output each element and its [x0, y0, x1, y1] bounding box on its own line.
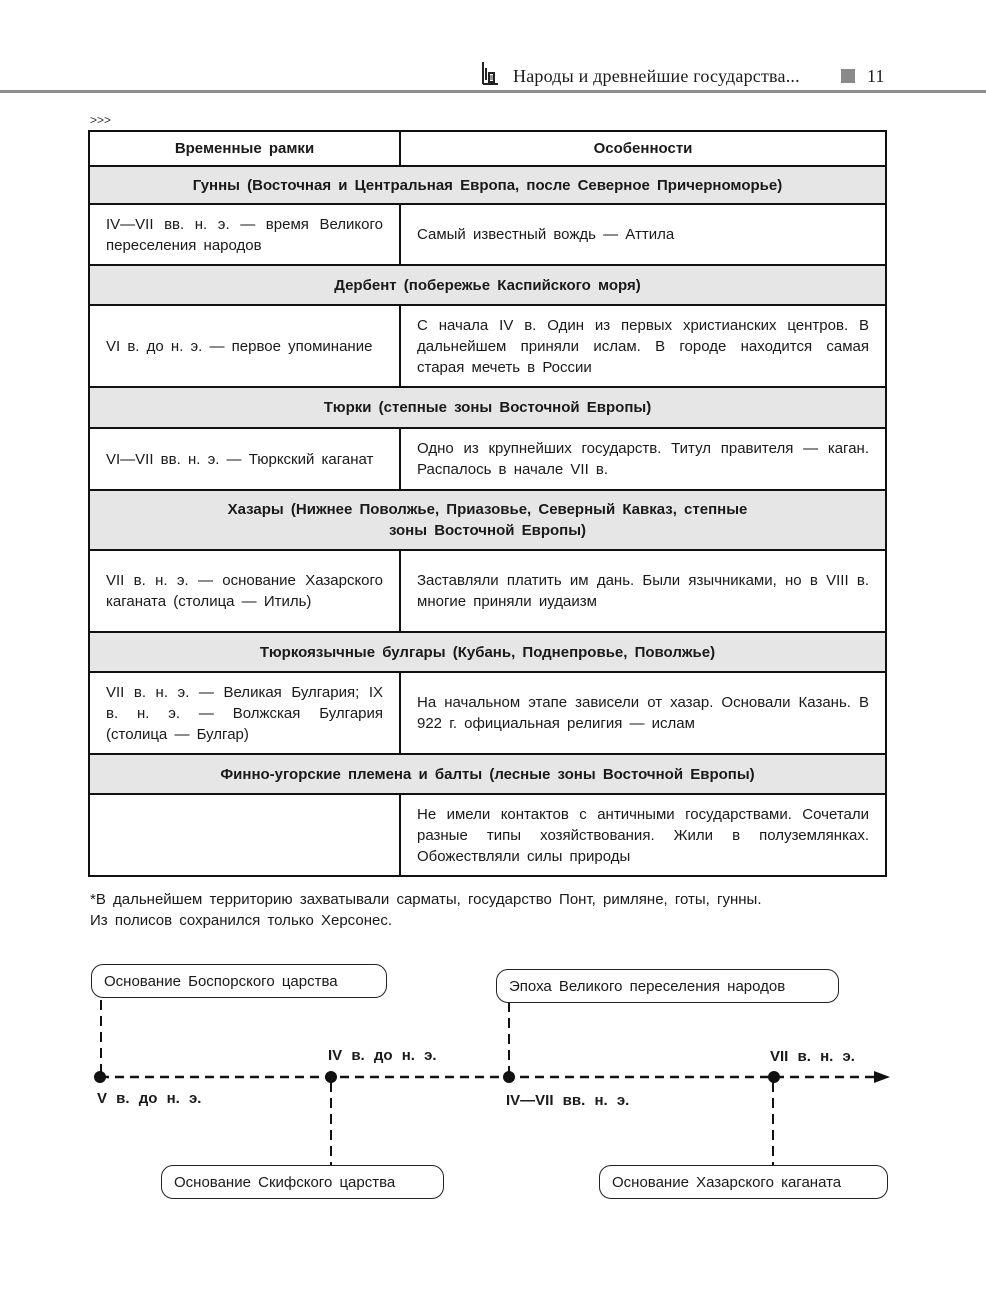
timeline-point: [768, 1071, 780, 1083]
timeline: [0, 950, 986, 1210]
timeline-point: [503, 1071, 515, 1083]
period-cell: [89, 794, 400, 876]
features-cell: Одно из крупнейших государств. Титул правителя — каган. Распалось в начале VII в.: [400, 428, 886, 490]
features-cell: Самый известный вождь — Аттила: [400, 204, 886, 265]
footnote: *В дальнейшем территорию захватывали сарматы, государство Понт, римляне, готы, гунны. Из полисов сохранился только Херсонес.: [90, 891, 762, 929]
group-row: [89, 166, 886, 204]
date-label: IV в. до н. э.: [328, 1047, 437, 1064]
group-row: [89, 754, 886, 794]
group-title: Финно-угорские племена и балты (лесные зоны Восточной Европы): [89, 754, 886, 794]
column-header-features: Особенности: [400, 131, 886, 166]
group-row: [89, 490, 886, 550]
header-square-marker: [841, 69, 855, 83]
continued-mark: >>>: [90, 113, 112, 127]
event-box-khazar: Основание Хазарского каганата: [599, 1165, 888, 1199]
timeline-point: [94, 1071, 106, 1083]
book-icon: [480, 60, 500, 86]
event-box-scythian: Основание Скифского царства: [161, 1165, 444, 1199]
table-row: [89, 204, 886, 265]
table-row: [89, 794, 886, 876]
features-cell: Заставляли платить им дань. Были язычниками, но в VIII в. многие приняли иудаизм: [400, 550, 886, 632]
features-cell: На начальном этапе зависели от хазар. Основали Казань. В 922 г. официальная религия — ислам: [400, 672, 886, 754]
event-box-migration: Эпоха Великого переселения народов: [496, 969, 839, 1003]
table-row: [89, 305, 886, 387]
peoples-table: [88, 130, 887, 877]
period-cell: IV—VII вв. н. э. — время Великого переселения народов: [89, 204, 400, 265]
group-row: [89, 265, 886, 305]
features-cell: Не имели контактов с античными государствами. Сочетали разные типы хозяйствования. Жили в полуземлянках. Обожествляли силы природы: [400, 794, 886, 876]
table-row: [89, 428, 886, 490]
running-title: Народы и древнейшие государства...: [513, 66, 800, 86]
table-row: [89, 672, 886, 754]
group-row: [89, 387, 886, 428]
group-title: Тюркоязычные булгары (Кубань, Поднепровье, Поволжье): [89, 632, 886, 672]
group-title: Гунны (Восточная и Центральная Европа, после Северное Причерноморье): [89, 166, 886, 204]
period-cell: VI—VII вв. н. э. — Тюркский каганат: [89, 428, 400, 490]
date-label: V в. до н. э.: [97, 1090, 202, 1107]
page-number: 11: [867, 66, 885, 86]
event-box-bosporus: Основание Боспорского царства: [91, 964, 387, 998]
group-title: Хазары (Нижнее Поволжье, Приазовье, Северный Кавказ, степные зоны Восточной Европы): [89, 490, 886, 550]
date-label: VII в. н. э.: [770, 1048, 855, 1065]
table-header-row: [89, 131, 886, 166]
features-cell: С начала IV в. Один из первых христианских центров. В дальнейшем приняли ислам. В городе находится самая старая мечеть в России: [400, 305, 886, 387]
date-label: IV—VII вв. н. э.: [506, 1092, 630, 1109]
period-cell: VII в. н. э. — Великая Булгария; IX в. н. э. — Волжская Булгария (столица — Булгар): [89, 672, 400, 754]
group-row: [89, 632, 886, 672]
period-cell: VII в. н. э. — основание Хазарского каганата (столица — Итиль): [89, 550, 400, 632]
period-cell: VI в. до н. э. — первое упоминание: [89, 305, 400, 387]
group-title: Тюрки (степные зоны Восточной Европы): [89, 387, 886, 428]
timeline-point: [325, 1071, 337, 1083]
group-title: Дербент (побережье Каспийского моря): [89, 265, 886, 305]
arrow-head-icon: [874, 1071, 890, 1083]
header-rule: [0, 90, 986, 93]
table-row: [89, 550, 886, 632]
column-header-period: Временные рамки: [89, 131, 400, 166]
